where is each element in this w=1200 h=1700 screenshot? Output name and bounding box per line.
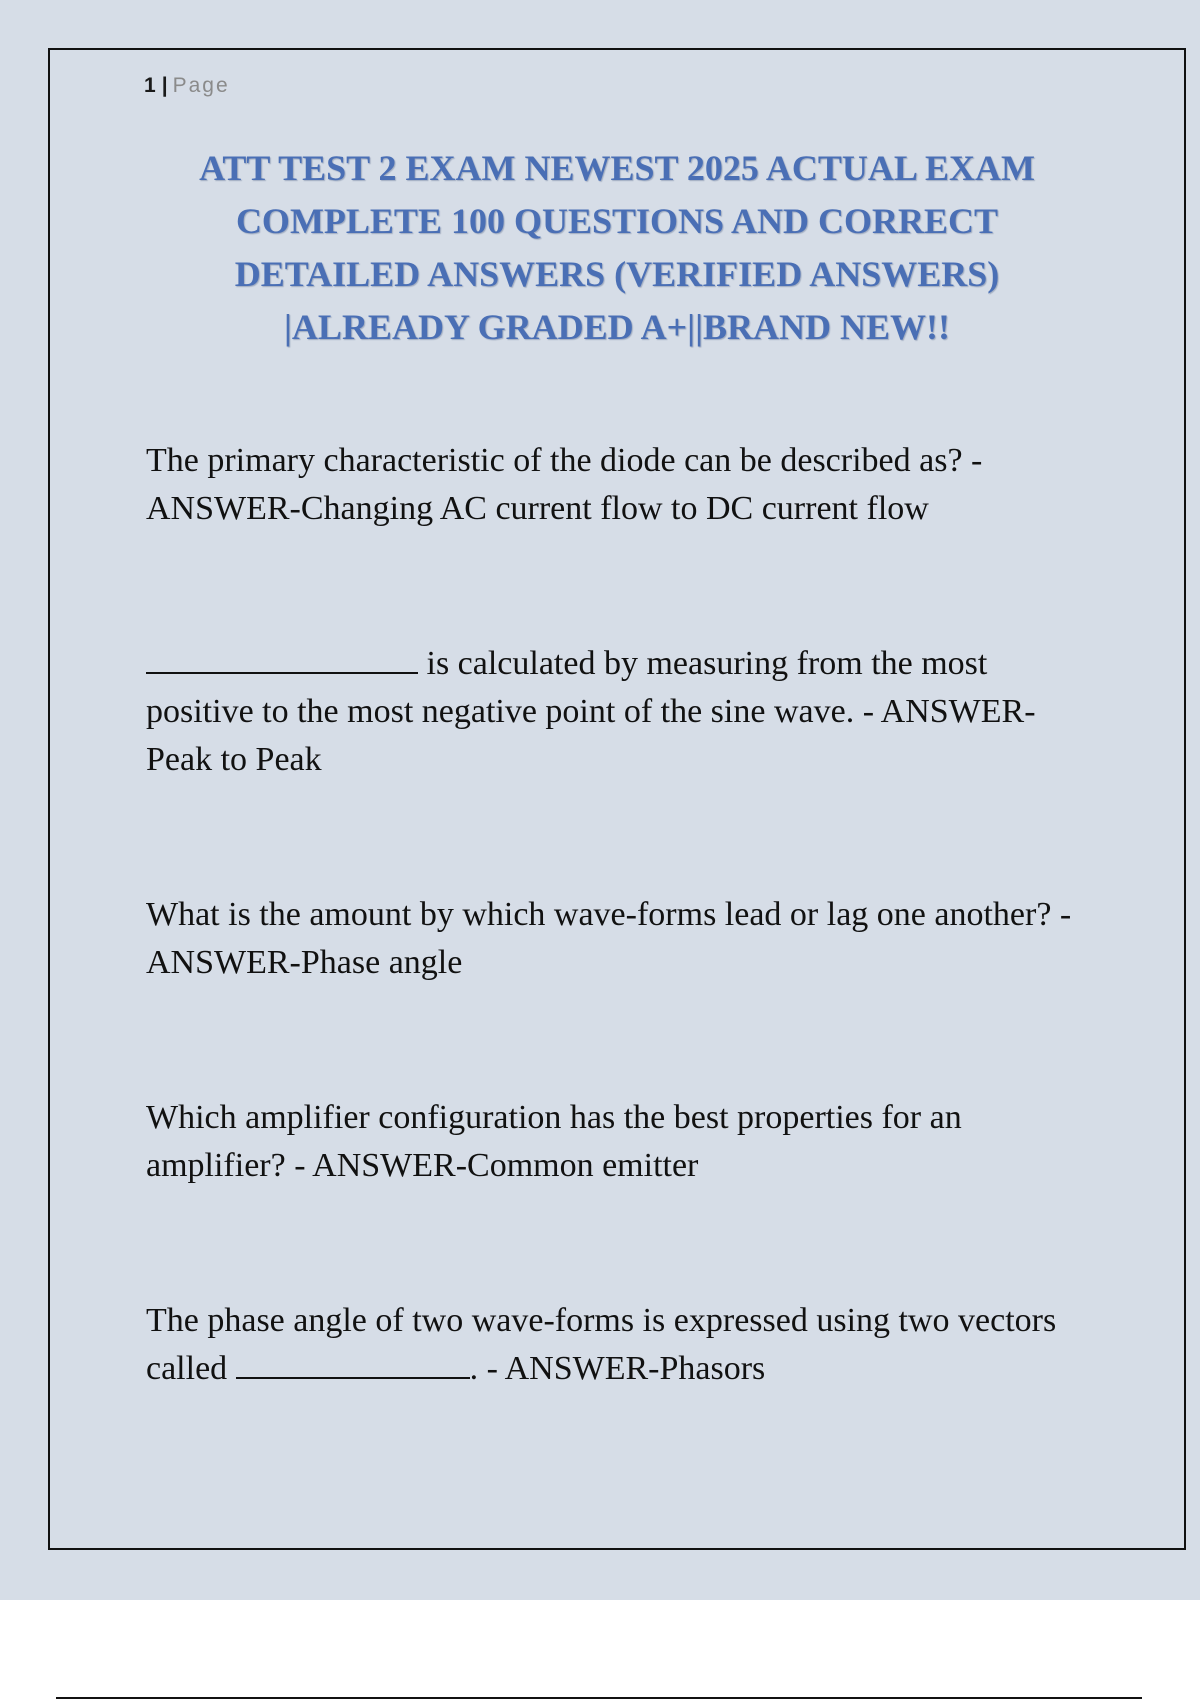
title-line-4: |ALREADY GRADED A+||BRAND NEW!! [284, 307, 950, 347]
question-text: is calculated by measuring from the most positive to the most negative point of the sine wave. - ANSWER-Peak to Peak [146, 645, 1036, 778]
question-text: Which amplifier configuration has the best properties for an amplifier? - ANSWER-Common emitter [146, 1099, 962, 1184]
footer-divider [56, 1697, 1142, 1699]
question-item [146, 640, 1086, 784]
page-number [144, 74, 230, 98]
question-text: What is the amount by which wave-forms lead or lag one another? - ANSWER-Phase angle [146, 896, 1072, 981]
question-text: The phase angle of two wave-forms is expressed using two vectors called [146, 1302, 1057, 1387]
question-item [146, 1297, 1086, 1393]
document-title [150, 142, 1084, 354]
title-line-3: DETAILED ANSWERS (VERIFIED ANSWERS) [234, 254, 1000, 294]
fill-in-blank [146, 650, 418, 674]
page-number-label: Page [172, 74, 230, 97]
question-item [146, 1094, 1086, 1190]
question-text-end: . - ANSWER-Phasors [469, 1350, 766, 1387]
question-text: The primary characteristic of the diode can be described as? - ANSWER-Changing AC current flow to DC current flow [146, 442, 983, 527]
title-line-1: ATT TEST 2 EXAM NEWEST 2025 ACTUAL EXAM [199, 148, 1035, 188]
page-number-separator: | [161, 74, 168, 97]
page-number-value: 1 [144, 74, 156, 97]
title-line-2: COMPLETE 100 QUESTIONS AND CORRECT [235, 201, 999, 241]
question-list [146, 437, 1086, 1500]
question-item [146, 437, 1086, 533]
fill-in-blank [236, 1355, 470, 1379]
question-item [146, 891, 1086, 987]
